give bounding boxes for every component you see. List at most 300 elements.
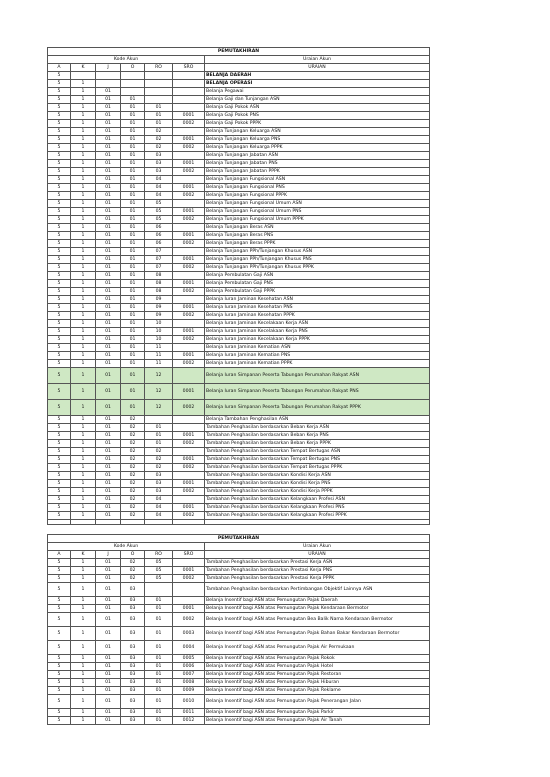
akun-cell: 5 — [48, 416, 71, 424]
table-row — [48, 368, 430, 384]
kelompok-cell: 1 — [71, 96, 96, 104]
sub-rincian-objek-cell: 0001 — [173, 605, 205, 613]
table-row — [48, 567, 430, 575]
objek-cell: 02 — [121, 472, 145, 480]
objek-cell: 01 — [121, 160, 145, 168]
objek-cell: 02 — [121, 440, 145, 448]
sub-rincian-objek-cell: 0012 — [173, 717, 205, 725]
jenis-cell: 01 — [96, 216, 121, 224]
sub-rincian-objek-cell: 0002 — [173, 120, 205, 128]
jenis-cell: 01 — [96, 152, 121, 160]
objek-cell: 01 — [121, 192, 145, 200]
kelompok-cell: 1 — [71, 400, 96, 416]
kelompok-cell: 1 — [71, 288, 96, 296]
objek-cell: 01 — [121, 344, 145, 352]
uraian-akun-header: Uraian Akun — [205, 56, 430, 64]
jenis-cell: 01 — [96, 328, 121, 336]
rincian-objek-cell: 01 — [145, 440, 173, 448]
kelompok-cell: 1 — [71, 504, 96, 512]
sub-rincian-objek-cell — [173, 88, 205, 96]
rincian-objek-cell: 04 — [145, 504, 173, 512]
jenis-cell: 01 — [96, 655, 121, 663]
kelompok-cell: 1 — [71, 605, 96, 613]
table-row — [48, 344, 430, 352]
sub-rincian-objek-cell: 0008 — [173, 679, 205, 687]
kelompok-cell: 1 — [71, 232, 96, 240]
uraian-cell: Belanja Iuran Jaminan Kecelakaan Kerja PPPK — [205, 336, 430, 344]
rincian-objek-cell: 05 — [145, 559, 173, 567]
objek-cell: 03 — [121, 583, 145, 597]
objek-cell: 01 — [121, 128, 145, 136]
kelompok-cell: 1 — [71, 671, 96, 679]
sub-rincian-objek-cell — [173, 320, 205, 328]
uraian-cell: BELANJA DAERAH — [205, 72, 430, 80]
kelompok-cell: 1 — [71, 679, 96, 687]
rincian-objek-cell: 02 — [145, 136, 173, 144]
jenis-cell: 01 — [96, 248, 121, 256]
akun-cell: 5 — [48, 709, 71, 717]
group-header-row — [48, 543, 430, 551]
table-row — [48, 464, 430, 472]
column-header: RO — [145, 64, 173, 72]
kelompok-cell: 1 — [71, 597, 96, 605]
uraian-cell: Belanja Pembulatan Gaji PNS — [205, 280, 430, 288]
akun-cell: 5 — [48, 368, 71, 384]
uraian-cell: Belanja Insentif bagi ASN atas Pemungutan Pajak Penerangan Jalan — [205, 695, 430, 709]
sub-rincian-objek-cell: 0001 — [173, 456, 205, 464]
jenis-cell: 01 — [96, 280, 121, 288]
akun-cell: 5 — [48, 384, 71, 400]
objek-cell: 03 — [121, 717, 145, 725]
table-row — [48, 679, 430, 687]
jenis-cell: 01 — [96, 448, 121, 456]
uraian-cell: Belanja Tunjangan Jabatan ASN — [205, 152, 430, 160]
kelompok-cell: 1 — [71, 160, 96, 168]
jenis-cell: 01 — [96, 128, 121, 136]
rincian-objek-cell: 07 — [145, 256, 173, 264]
objek-cell: 02 — [121, 480, 145, 488]
column-header: URAIAN — [205, 551, 430, 559]
table-row — [48, 248, 430, 256]
sub-rincian-objek-cell — [173, 296, 205, 304]
rincian-objek-cell: 01 — [145, 679, 173, 687]
table-row — [48, 152, 430, 160]
sub-rincian-objek-cell — [173, 368, 205, 384]
uraian-cell: Belanja Tunjangan Fungsional Umum ASN — [205, 200, 430, 208]
akun-cell: 5 — [48, 168, 71, 176]
table-row — [48, 456, 430, 464]
sub-rincian-objek-cell: 0003 — [173, 627, 205, 641]
uraian-cell: Belanja Iuran Jaminan Kematian PPPK — [205, 360, 430, 368]
table-row — [48, 488, 430, 496]
uraian-cell: Belanja Iuran Jaminan Kematian ASN — [205, 344, 430, 352]
kelompok-cell: 1 — [71, 687, 96, 695]
akun-cell: 5 — [48, 512, 71, 520]
kelompok-cell: 1 — [71, 360, 96, 368]
account-table — [47, 47, 430, 725]
akun-cell: 5 — [48, 112, 71, 120]
objek-cell: 01 — [121, 248, 145, 256]
uraian-cell: Belanja Insentif bagi ASN atas Pemungutan Pajak Hotel — [205, 663, 430, 671]
uraian-cell: BELANJA OPERASI — [205, 80, 430, 88]
objek-cell: 01 — [121, 240, 145, 248]
kelompok-cell: 1 — [71, 567, 96, 575]
uraian-cell: Belanja Insentif bagi ASN atas Pemungutan Pajak Parkir — [205, 709, 430, 717]
jenis-cell: 01 — [96, 272, 121, 280]
uraian-cell: Belanja Insentif bagi ASN atas Pemungutan Pajak Air Tanah — [205, 717, 430, 725]
objek-cell: 02 — [121, 496, 145, 504]
kelompok-cell: 1 — [71, 320, 96, 328]
jenis-cell: 01 — [96, 695, 121, 709]
jenis-cell: 01 — [96, 416, 121, 424]
kelompok-cell: 1 — [71, 152, 96, 160]
column-header-row — [48, 551, 430, 559]
table-row — [48, 96, 430, 104]
objek-cell: 01 — [121, 336, 145, 344]
rincian-objek-cell: 05 — [145, 567, 173, 575]
akun-cell: 5 — [48, 216, 71, 224]
column-header-row — [48, 64, 430, 72]
jenis-cell: 01 — [96, 288, 121, 296]
uraian-cell: Tambahan Penghasilan berdasarkan Kelangkaan Profesi PPPK — [205, 512, 430, 520]
rincian-objek-cell — [145, 80, 173, 88]
akun-cell: 5 — [48, 272, 71, 280]
jenis-cell: 01 — [96, 559, 121, 567]
sub-rincian-objek-cell — [173, 80, 205, 88]
uraian-cell: Belanja Tunjangan Beras PPPK — [205, 240, 430, 248]
sub-rincian-objek-cell — [173, 224, 205, 232]
akun-cell: 5 — [48, 480, 71, 488]
table-row — [48, 424, 430, 432]
jenis-cell: 01 — [96, 432, 121, 440]
uraian-cell: Belanja Insentif bagi ASN atas Pemungutan Pajak Daerah — [205, 597, 430, 605]
uraian-cell: Belanja Insentif bagi ASN atas Pemungutan Pajak Rokok — [205, 655, 430, 663]
kelompok-cell: 1 — [71, 280, 96, 288]
objek-cell — [121, 88, 145, 96]
sub-rincian-objek-cell: 0001 — [173, 160, 205, 168]
akun-cell: 5 — [48, 264, 71, 272]
table-row — [48, 416, 430, 424]
objek-cell: 02 — [121, 448, 145, 456]
rincian-objek-cell: 01 — [145, 627, 173, 641]
uraian-cell: Belanja Tunjangan Keluarga PNS — [205, 136, 430, 144]
akun-cell: 5 — [48, 456, 71, 464]
rincian-objek-cell: 05 — [145, 575, 173, 583]
kelompok-cell: 1 — [71, 104, 96, 112]
jenis-cell: 01 — [96, 613, 121, 627]
rincian-objek-cell: 02 — [145, 448, 173, 456]
jenis-cell: 01 — [96, 184, 121, 192]
objek-cell: 03 — [121, 655, 145, 663]
uraian-cell: Tambahan Penghasilan berdasarkan Tempat Bertugas PPPK — [205, 464, 430, 472]
uraian-cell: Belanja Insentif bagi ASN atas Pemungutan Pajak Reklame — [205, 687, 430, 695]
objek-cell: 02 — [121, 512, 145, 520]
rincian-objek-cell: 09 — [145, 312, 173, 320]
objek-cell: 03 — [121, 605, 145, 613]
sub-rincian-objek-cell: 0006 — [173, 663, 205, 671]
kelompok-cell: 1 — [71, 240, 96, 248]
objek-cell: 01 — [121, 320, 145, 328]
objek-cell: 01 — [121, 384, 145, 400]
rincian-objek-cell: 11 — [145, 352, 173, 360]
uraian-cell: Belanja Tunjangan Jabatan PPPK — [205, 168, 430, 176]
rincian-objek-cell: 12 — [145, 368, 173, 384]
akun-cell: 5 — [48, 360, 71, 368]
uraian-cell: Tambahan Penghasilan berdasarkan Beban Kerja PNS — [205, 432, 430, 440]
objek-cell: 01 — [121, 96, 145, 104]
table-row — [48, 384, 430, 400]
sub-rincian-objek-cell — [173, 248, 205, 256]
table-row — [48, 216, 430, 224]
akun-cell: 5 — [48, 280, 71, 288]
rincian-objek-cell: 08 — [145, 280, 173, 288]
table-row — [48, 176, 430, 184]
kelompok-cell: 1 — [71, 559, 96, 567]
akun-cell: 5 — [48, 687, 71, 695]
sub-rincian-objek-cell: 0007 — [173, 671, 205, 679]
rincian-objek-cell — [145, 416, 173, 424]
rincian-objek-cell: 04 — [145, 192, 173, 200]
akun-cell: 5 — [48, 472, 71, 480]
table-row — [48, 232, 430, 240]
uraian-cell: Belanja Gaji Pokok PPPK — [205, 120, 430, 128]
kelompok-cell: 1 — [71, 272, 96, 280]
sub-rincian-objek-cell: 0002 — [173, 613, 205, 627]
rincian-objek-cell: 03 — [145, 160, 173, 168]
kelompok-cell: 1 — [71, 112, 96, 120]
uraian-cell: Belanja Gaji Pokok PNS — [205, 112, 430, 120]
sub-rincian-objek-cell: 0002 — [173, 312, 205, 320]
table-row — [48, 136, 430, 144]
kelompok-cell: 1 — [71, 583, 96, 597]
rincian-objek-cell: 01 — [145, 695, 173, 709]
table-row — [48, 72, 430, 80]
column-header: J — [96, 64, 121, 72]
uraian-cell: Belanja Tunjangan PPh/Tunjangan Khusus ASN — [205, 248, 430, 256]
section-title: PEMUTAKHIRAN — [48, 48, 430, 56]
kelompok-cell: 1 — [71, 200, 96, 208]
akun-cell: 5 — [48, 613, 71, 627]
akun-cell: 5 — [48, 184, 71, 192]
uraian-cell: Belanja Iuran Jaminan Kesehatan PPPK — [205, 312, 430, 320]
sub-rincian-objek-cell — [173, 176, 205, 184]
jenis-cell: 01 — [96, 352, 121, 360]
sub-rincian-objek-cell: 0002 — [173, 336, 205, 344]
akun-cell: 5 — [48, 432, 71, 440]
rincian-objek-cell: 07 — [145, 248, 173, 256]
table-row — [48, 80, 430, 88]
table-row — [48, 472, 430, 480]
kelompok-cell: 1 — [71, 448, 96, 456]
table-row — [48, 200, 430, 208]
uraian-cell: Tambahan Penghasilan berdasarkan Prestasi Kerja PNS — [205, 567, 430, 575]
table-row — [48, 104, 430, 112]
kelompok-cell — [71, 72, 96, 80]
kelompok-cell: 1 — [71, 368, 96, 384]
uraian-cell: Tambahan Penghasilan berdasarkan Tempat Bertugas ASN — [205, 448, 430, 456]
kelompok-cell: 1 — [71, 512, 96, 520]
kelompok-cell: 1 — [71, 328, 96, 336]
section-title-row — [48, 48, 430, 56]
table-row — [48, 336, 430, 344]
akun-cell: 5 — [48, 88, 71, 96]
rincian-objek-cell: 07 — [145, 264, 173, 272]
sub-rincian-objek-cell — [173, 424, 205, 432]
table-row — [48, 504, 430, 512]
objek-cell: 03 — [121, 687, 145, 695]
jenis-cell: 01 — [96, 88, 121, 96]
uraian-cell: Belanja Insentif bagi ASN atas Pemungutan Pajak Bahan Bakar Kendaraan Bermotor — [205, 627, 430, 641]
kelompok-cell: 1 — [71, 384, 96, 400]
rincian-objek-cell: 05 — [145, 208, 173, 216]
jenis-cell: 01 — [96, 456, 121, 464]
akun-cell: 5 — [48, 695, 71, 709]
kelompok-cell: 1 — [71, 168, 96, 176]
objek-cell: 03 — [121, 695, 145, 709]
column-header: O — [121, 64, 145, 72]
uraian-cell: Belanja Iuran Jaminan Kecelakaan Kerja ASN — [205, 320, 430, 328]
uraian-cell: Belanja Tunjangan PPh/Tunjangan Khusus PNS — [205, 256, 430, 264]
uraian-cell: Belanja Iuran Jaminan Kecelakaan Kerja PNS — [205, 328, 430, 336]
rincian-objek-cell: 01 — [145, 671, 173, 679]
sub-rincian-objek-cell: 0001 — [173, 304, 205, 312]
kelompok-cell: 1 — [71, 184, 96, 192]
column-header: A — [48, 64, 71, 72]
rincian-objek-cell: 02 — [145, 464, 173, 472]
akun-cell: 5 — [48, 567, 71, 575]
akun-cell: 5 — [48, 200, 71, 208]
kelompok-cell: 1 — [71, 695, 96, 709]
sub-rincian-objek-cell: 0002 — [173, 400, 205, 416]
rincian-objek-cell: 06 — [145, 224, 173, 232]
jenis-cell: 01 — [96, 641, 121, 655]
column-header: SRO — [173, 551, 205, 559]
kelompok-cell: 1 — [71, 432, 96, 440]
objek-cell: 01 — [121, 208, 145, 216]
akun-cell: 5 — [48, 304, 71, 312]
jenis-cell — [96, 72, 121, 80]
gap-cell — [48, 525, 430, 535]
kelompok-cell: 1 — [71, 248, 96, 256]
objek-cell: 03 — [121, 709, 145, 717]
rincian-objek-cell: 04 — [145, 184, 173, 192]
section-title: PEMUTAKHIRAN — [48, 535, 430, 543]
sub-rincian-objek-cell: 0001 — [173, 432, 205, 440]
jenis-cell: 01 — [96, 344, 121, 352]
objek-cell: 01 — [121, 352, 145, 360]
uraian-cell: Belanja Tunjangan Fungsional PNS — [205, 184, 430, 192]
jenis-cell: 01 — [96, 304, 121, 312]
rincian-objek-cell: 01 — [145, 597, 173, 605]
group-header-row — [48, 56, 430, 64]
rincian-objek-cell: 01 — [145, 641, 173, 655]
jenis-cell: 01 — [96, 368, 121, 384]
kelompok-cell: 1 — [71, 352, 96, 360]
sub-rincian-objek-cell — [173, 344, 205, 352]
objek-cell — [121, 72, 145, 80]
jenis-cell: 01 — [96, 96, 121, 104]
column-header: J — [96, 551, 121, 559]
jenis-cell: 01 — [96, 627, 121, 641]
rincian-objek-cell: 04 — [145, 496, 173, 504]
jenis-cell — [96, 80, 121, 88]
objek-cell: 01 — [121, 152, 145, 160]
table-row — [48, 671, 430, 679]
uraian-cell: Belanja Gaji Pokok ASN — [205, 104, 430, 112]
objek-cell: 01 — [121, 264, 145, 272]
jenis-cell: 01 — [96, 336, 121, 344]
table-row — [48, 480, 430, 488]
sub-rincian-objek-cell: 0001 — [173, 136, 205, 144]
jenis-cell: 01 — [96, 440, 121, 448]
akun-cell: 5 — [48, 663, 71, 671]
rincian-objek-cell: 01 — [145, 104, 173, 112]
table-row — [48, 184, 430, 192]
jenis-cell: 01 — [96, 671, 121, 679]
akun-cell: 5 — [48, 144, 71, 152]
akun-cell: 5 — [48, 72, 71, 80]
kelompok-cell: 1 — [71, 575, 96, 583]
column-header: SRO — [173, 64, 205, 72]
kelompok-cell: 1 — [71, 641, 96, 655]
objek-cell: 01 — [121, 360, 145, 368]
akun-cell: 5 — [48, 344, 71, 352]
kelompok-cell: 1 — [71, 344, 96, 352]
objek-cell: 03 — [121, 671, 145, 679]
jenis-cell: 01 — [96, 384, 121, 400]
rincian-objek-cell: 10 — [145, 336, 173, 344]
table-row — [48, 264, 430, 272]
akun-cell: 5 — [48, 104, 71, 112]
table-row — [48, 448, 430, 456]
column-header: K — [71, 551, 96, 559]
kode-akun-header: Kode Akun — [48, 56, 205, 64]
jenis-cell: 01 — [96, 200, 121, 208]
jenis-cell: 01 — [96, 709, 121, 717]
akun-cell: 5 — [48, 400, 71, 416]
uraian-cell: Belanja Iuran Jaminan Kesehatan ASN — [205, 296, 430, 304]
uraian-cell: Belanja Tambahan Penghasilan ASN — [205, 416, 430, 424]
uraian-cell: Belanja Tunjangan Keluarga ASN — [205, 128, 430, 136]
table-row — [48, 575, 430, 583]
jenis-cell: 01 — [96, 496, 121, 504]
jenis-cell: 01 — [96, 717, 121, 725]
objek-cell: 02 — [121, 504, 145, 512]
objek-cell: 01 — [121, 328, 145, 336]
objek-cell: 01 — [121, 256, 145, 264]
sub-rincian-objek-cell: 0001 — [173, 112, 205, 120]
sub-rincian-objek-cell — [173, 104, 205, 112]
rincian-objek-cell: 01 — [145, 120, 173, 128]
rincian-objek-cell: 03 — [145, 168, 173, 176]
uraian-cell: Belanja Tunjangan Jabatan PNS — [205, 160, 430, 168]
uraian-cell: Belanja Insentif bagi ASN atas Pemungutan Bea Balik Nama Kendaraan Bermotor — [205, 613, 430, 627]
table-row — [48, 160, 430, 168]
uraian-akun-header: Uraian Akun — [205, 543, 430, 551]
jenis-cell: 01 — [96, 224, 121, 232]
uraian-cell: Belanja Tunjangan Fungsional Umum PNS — [205, 208, 430, 216]
kelompok-cell: 1 — [71, 80, 96, 88]
rincian-objek-cell: 06 — [145, 232, 173, 240]
column-header: O — [121, 551, 145, 559]
table-row — [48, 296, 430, 304]
uraian-cell: Belanja Pembulatan Gaji ASN — [205, 272, 430, 280]
objek-cell: 01 — [121, 296, 145, 304]
uraian-cell: Belanja Iuran Simpanan Peserta Tabungan Perumahan Rakyat PNS — [205, 384, 430, 400]
table-row — [48, 687, 430, 695]
kelompok-cell: 1 — [71, 256, 96, 264]
rincian-objek-cell: 12 — [145, 384, 173, 400]
